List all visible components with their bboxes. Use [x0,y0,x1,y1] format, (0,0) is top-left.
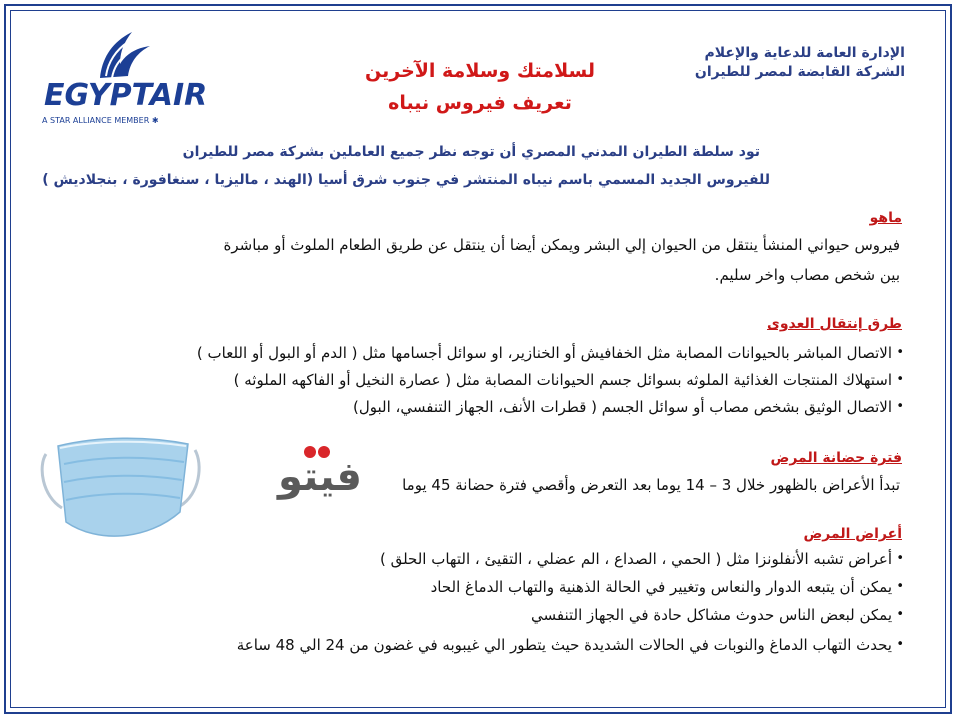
section-heading-symptoms: أعراض المرض [803,526,902,542]
section-heading-transmission: طرق إنتقال العدوى [767,316,902,332]
intro-line-1: تود سلطة الطيران المدني المصري أن توجه نظر جميع العاملين بشركة مصر للطيران [182,144,760,160]
bullet-icon: • [896,551,904,566]
egyptair-logo [42,28,208,138]
transmission-item-3: الاتصال الوثيق بشخص مصاب أو سوائل الجسم ( قطرات الأنف، الجهاز التنفسي، البول) [352,398,892,416]
department-header [695,44,905,82]
what-line-2: بين شخص مصاب واخر سليم. [714,266,900,284]
symptom-item-3: يمكن لبعض الناس حدوث مشاكل حادة في الجهاز التنفسي [530,606,892,624]
incubation-line-1: تبدأ الأعراض بالظهور خلال 3 – 14 يوما بعد التعرض وأقصي فترة حضانة 45 يوما [402,476,900,494]
section-heading-incubation: فترة حضانة المرض [770,450,902,466]
symptom-item-2: يمكن أن يتبعه الدوار والنعاس وتغيير في الحالة الذهنية والتهاب الدماغ الحاد [430,578,892,596]
symptom-item-1: أعراض تشبه الأنفلونزا مثل ( الحمي ، الصداع ، الم عضلي ، التقيئ ، التهاب الحلق ) [379,550,892,568]
transmission-item-1: الاتصال المباشر بالحيوانات المصابة مثل الخفافيش أو الخنازير، او سوائل أجسامها مثل ( الدم أو البول أو اللعاب ) [196,344,892,362]
bullet-icon: • [896,579,904,594]
svg-text:فيتو: فيتو [278,454,362,500]
star-alliance-icon: ✱ [151,116,159,125]
dept-line-2: الشركة القابضة لمصر للطيران [694,64,905,80]
main-title: لسلامتك وسلامة الآخرين [365,60,595,82]
bullet-icon: • [896,345,904,360]
dept-line-1: الإدارة العامة للدعاية والإعلام [704,45,905,61]
bullet-icon: • [896,372,904,387]
logo-wordmark: EGYPTAIR [44,78,208,113]
transmission-item-2: استهلاك المنتجات الغذائية الملوثه بسوائل جسم الحيوانات المصابة مثل ( عصارة النخيل أو الفاكهه الملوثه ) [233,371,892,389]
what-line-1: فيروس حيواني المنشأ ينتقل من الحيوان إلي البشر ويمكن أيضا أن ينتقل عن طريق الطعام الملوث أو مباشرة [223,236,900,254]
bullet-icon: • [896,607,904,622]
subtitle: تعريف فيروس نيباه [388,92,572,114]
section-heading-what: ماهو [869,210,902,226]
bullet-icon: • [896,637,904,652]
intro-line-2: للفيروس الجديد المسمي باسم نيباه المنتشر في جنوب شرق أسيا (الهند ، ماليزيا ، سنغافورة ، بنجلاديش ) [42,172,770,188]
bullet-icon: • [896,399,904,414]
symptom-item-4: يحدث التهاب الدماغ والنوبات في الحالات الشديدة حيث يتطور الي غيبوبه في غضون من 24 الي 48 ساعة [236,636,892,654]
vito-watermark [240,440,400,500]
logo-tagline: A STAR ALLIANCE MEMBER ✱ [42,116,159,125]
horus-icon [80,28,160,84]
face-mask-icon [38,436,203,548]
